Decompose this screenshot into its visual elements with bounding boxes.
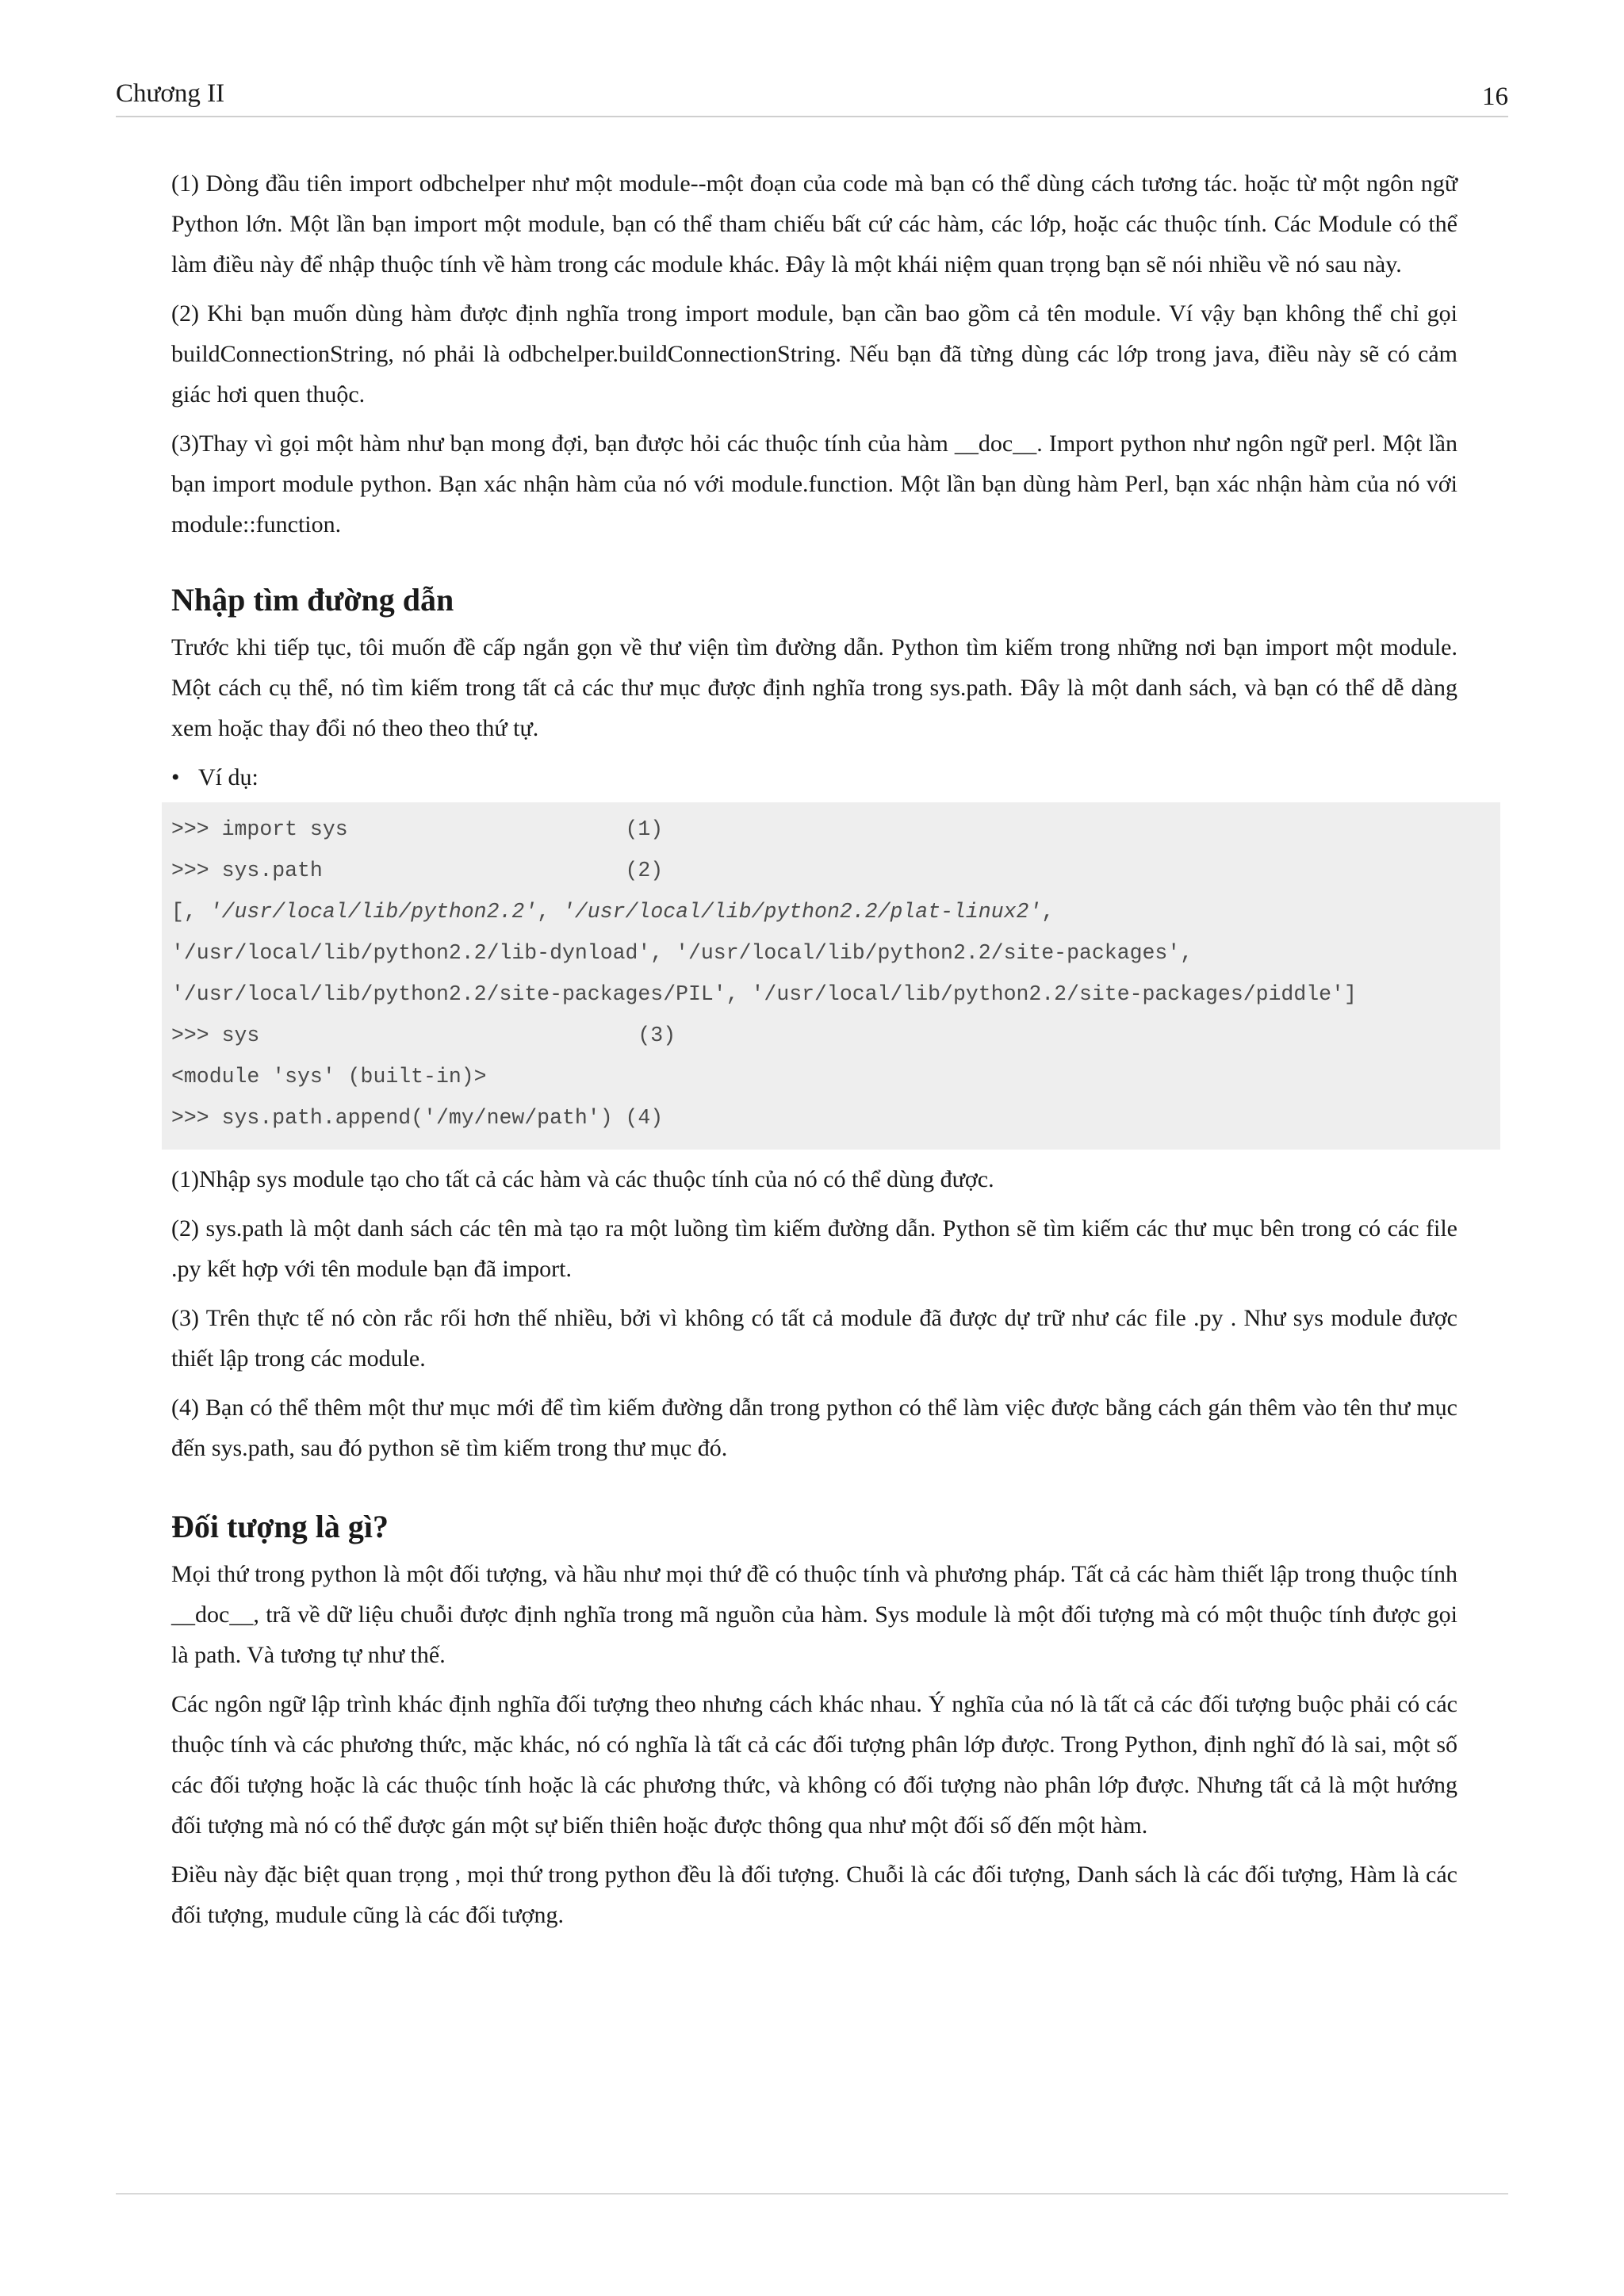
paragraph: Điều này đặc biệt quan trọng , mọi thứ trong python đều là đối tượng. Chuỗi là các đối tượng, Danh sách là các đối tượng, Hàm là các đối tượng, mudule cũng là các đối tượng. xyxy=(171,1862,1457,1928)
paragraph: Trước khi tiếp tục, tôi muốn đề cấp ngắn gọn về thư viện tìm đường dẫn. Python tìm kiếm trong những nơi bạn import một module. Một cách cụ thể, nó tìm kiếm trong tất cả các thư mục được định nghĩa trong sys.path. Đây là một danh sách, và bạn có thể dễ dàng xem hoặc thay đổi nó theo theo thứ tự. xyxy=(171,634,1457,741)
code-line: '/usr/local/lib/python2.2/site-packages/PIL', '/usr/local/lib/python2.2/site-packages/piddle'] xyxy=(171,982,1357,1006)
paragraph: Mọi thứ trong python là một đối tượng, và hầu như mọi thứ đề có thuộc tính và phương pháp. Tất cả các hàm thiết lập trong thuộc tính __doc__, trã về dữ liệu chuỗi được định nghĩa trong mã nguồn của hàm. Sys module là một đối tượng mà có một thuộc tính được gọi là path. Và tương tự như thế. xyxy=(171,1561,1457,1668)
code-line: '/usr/local/lib/python2.2/lib-dynload', '/usr/local/lib/python2.2/site-packages', xyxy=(171,941,1193,965)
paragraph: (4) Bạn có thể thêm một thư mục mới để tìm kiếm đường dẫn trong python có thể làm việc được bằng cách gán thêm vào tên thư mục đến sys.path, sau đó python sẽ tìm kiếm trong thư mục đó. xyxy=(171,1395,1457,1461)
paragraph: Các ngôn ngữ lập trình khác định nghĩa đối tượng theo nhưng cách khác nhau. Ý nghĩa của nó là tất cả các đối tượng buộc phải có các thuộc tính và các phương thức, mặc khác, nó có nghĩa là tất cả các đối tượng phân lớp được. Trong Python, định nghĩ đó là sai, một số các đối tượng hoặc là các thuộc tính hoặc là các phương thức, và không có đối tượng nào phân lớp được. Nhưng tất cả là một hướng đối tượng mà nó có thể được gán một sự biến thiên hoặc được thông qua như một đối số đến một hàm. xyxy=(171,1691,1457,1839)
code-line: >>> sys (3) xyxy=(171,1024,676,1047)
paragraph: (2) sys.path là một danh sách các tên mà tạo ra một luồng tìm kiếm đường dẫn. Python sẽ tìm kiếm các thư mục bên trong có các file .py kết hợp với tên module bạn đã import. xyxy=(171,1215,1457,1282)
paragraph: (1)Nhập sys module tạo cho tất cả các hàm và các thuộc tính của nó có thể dùng được. xyxy=(171,1166,994,1192)
code-token: , xyxy=(537,900,562,924)
paragraph: (3) Trên thực tế nó còn rắc rối hơn thế nhiều, bởi vì không có tất cả module đã được dự trữ như các file .py . Như sys module được thiết lập trong các module. xyxy=(171,1305,1457,1372)
code-token: [, xyxy=(171,900,209,924)
code-block xyxy=(162,802,1500,1150)
paragraph: (1) Dòng đầu tiên import odbchelper như một module--một đoạn của code mà bạn có thể dùng cách tương tác. hoặc từ một ngôn ngữ Python lớn. Một lần bạn import một module, bạn có thể tham chiếu bất cứ các hàm, các lớp, hoặc các thuộc tính. Các Module có thể làm điều này để nhập thuộc tính về hàm trong các module khác. Đây là một khái niệm quan trọng bạn sẽ nói nhiều về nó sau này. xyxy=(171,170,1457,277)
code-string: '/usr/local/lib/python2.2/plat-linux2' xyxy=(562,900,1042,924)
code-line xyxy=(171,891,1500,932)
page-body xyxy=(171,163,1457,1944)
paragraph: (2) Khi bạn muốn dùng hàm được định nghĩa trong import module, bạn cần bao gồm cả tên module. Ví vậy bạn không thể chỉ gọi buildConnectionString, nó phải là odbchelper.buildConnectionString. Nếu bạn đã từng dùng các lớp trong java, điều này sẽ có cảm giác hơi quen thuộc. xyxy=(171,300,1457,408)
page-number: 16 xyxy=(1482,82,1508,111)
section-heading: Đối tượng là gì? xyxy=(171,1509,389,1544)
code-string: '/usr/local/lib/python2.2' xyxy=(209,900,538,924)
list-item-text: Ví dụ: xyxy=(198,764,259,790)
section-heading: Nhập tìm đường dẫn xyxy=(171,582,454,618)
code-line: <module 'sys' (built-in)> xyxy=(171,1065,487,1089)
page-header xyxy=(116,79,1508,117)
code-line: >>> sys.path.append('/my/new/path') (4) xyxy=(171,1106,664,1130)
paragraph: (3)Thay vì gọi một hàm như bạn mong đợi, bạn được hỏi các thuộc tính của hàm __doc__. Import python như ngôn ngữ perl. Một lần bạn import module python. Bạn xác nhận hàm của nó với module.function. Một lần bạn dùng hàm Perl, bạn xác nhận hàm của nó với module::function. xyxy=(171,430,1457,538)
code-line: >>> sys.path (2) xyxy=(171,859,664,882)
page-footer-rule xyxy=(116,2193,1508,2195)
bullet-icon: • xyxy=(171,764,180,790)
chapter-title: Chương II xyxy=(116,79,225,108)
list-item xyxy=(171,757,1457,798)
code-token: , xyxy=(1041,900,1055,924)
code-line: >>> import sys (1) xyxy=(171,817,664,841)
